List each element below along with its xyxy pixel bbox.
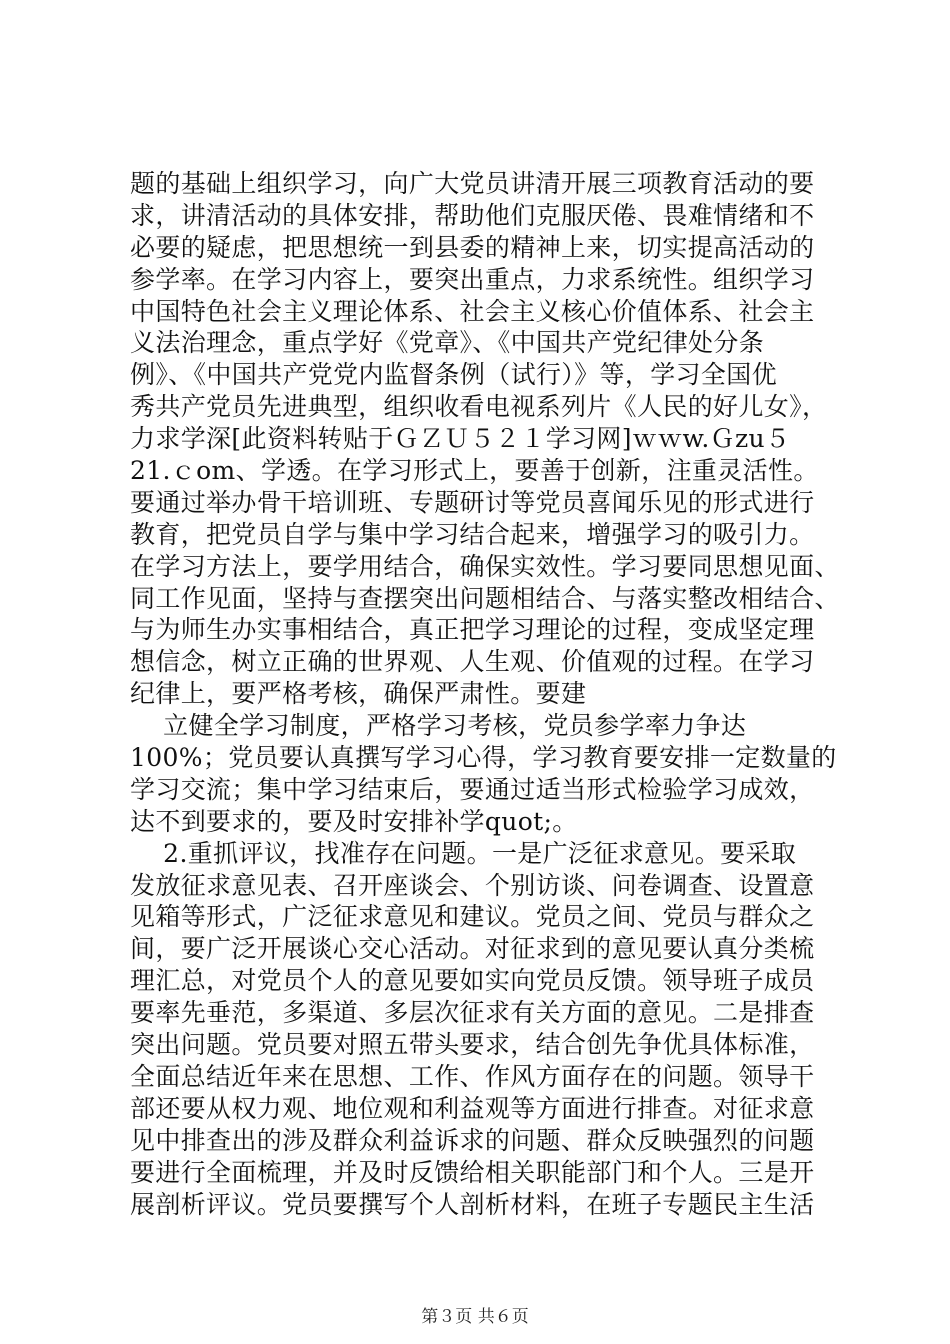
text-line: 求，讲清活动的具体安排，帮助他们克服厌倦、畏难情绪和不 [130,200,815,230]
text-line: 见中排查出的涉及群众利益诉求的问题、群众反映强烈的问题 [130,1125,815,1155]
text-line: 间，要广泛开展谈心交心活动。对征求到的意见要认真分类梳 [130,934,815,964]
text-line: 与为师生办实事相结合，真正把学习理论的过程，变成坚定理 [130,615,815,645]
text-line: 中国特色社会主义理论体系、社会主义核心价值体系、社会主 [130,296,815,326]
text-line: 题的基础上组织学习，向广大党员讲清开展三项教育活动的要 [130,169,815,198]
text-line: 参学率。在学习内容上，要突出重点，力求系统性。组织学习 [130,264,815,294]
text-line: 见箱等形式，广泛征求意见和建议。党员之间、党员与群众之 [130,902,815,932]
text-line: 立健全学习制度，严格学习考核，党员参学率力争达 [130,711,747,741]
text-line: 突出问题。党员要对照五带头要求，结合创先争优具体标准， [130,1030,815,1060]
text-line: 学习交流；集中学习结束后，要通过适当形式检验学习成效， [130,774,815,804]
text-line: 要进行全面梳理，并及时反馈给相关职能部门和个人。三是开 [130,1157,815,1187]
text-line: 全面总结近年来在思想、工作、作风方面存在的问题。领导干 [130,1061,815,1091]
text-line: 要率先垂范，多渠道、多层次征求有关方面的意见。二是排查 [130,998,815,1028]
text-line: 力求学深[此资料转贴于ＧＺＵ５２１学习网]ｗｗw.Ｇzu５ [130,424,791,454]
text-line: 部还要从权力观、地位观和利益观等方面进行排查。对征求意 [130,1093,815,1123]
page-number-footer: 第３页 共６页 [421,1307,529,1327]
text-line: 达不到要求的，要及时安排补学quot;。 [130,806,578,836]
text-line: 要通过举办骨干培训班、专题研讨等党员喜闻乐见的形式进行 [130,487,815,517]
text-line: 展剖析评议。党员要撰写个人剖析材料，在班子专题民主生活 [130,1189,815,1219]
text-line: 21.ｃom、学透。在学习形式上，要善于创新，注重灵活性。 [130,456,819,486]
text-line: 秀共产党员先进典型，组织收看电视系列片《人民的好儿女》， [130,392,828,422]
text-line: 同工作见面，坚持与查摆突出问题相结合、与落实整改相结合、 [130,583,840,613]
text-line: 纪律上，要严格考核，确保严肃性。要建 [130,679,587,709]
text-line: 理汇总，对党员个人的意见要如实向党员反馈。领导班子成员 [130,966,815,996]
text-line: 教育，把党员自学与集中学习结合起来，增强学习的吸引力。 [130,519,815,549]
text-line: 义法治理念，重点学好《党章》、《中国共产党纪律处分条 [130,328,765,358]
text-line: 必要的疑虑，把思想统一到县委的精神上来，切实提高活动的 [130,232,815,262]
body-text [130,168,840,1220]
text-line: 在学习方法上，要学用结合，确保实效性。学习要同思想见面、 [130,551,840,581]
text-line: 100%；党员要认真撰写学习心得，学习教育要安排一定数量的 [130,743,837,773]
text-line: 想信念，树立正确的世界观、人生观、价值观的过程。在学习 [130,647,815,677]
text-line: 发放征求意见表、召开座谈会、个别访谈、问卷调查、设置意 [130,870,815,900]
text-line: 例》、《中国共产党党内监督条例（试行）》等，学习全国优 [130,360,777,390]
text-line: 2.重抓评议，找准存在问题。一是广泛征求意见。要采取 [130,838,797,868]
